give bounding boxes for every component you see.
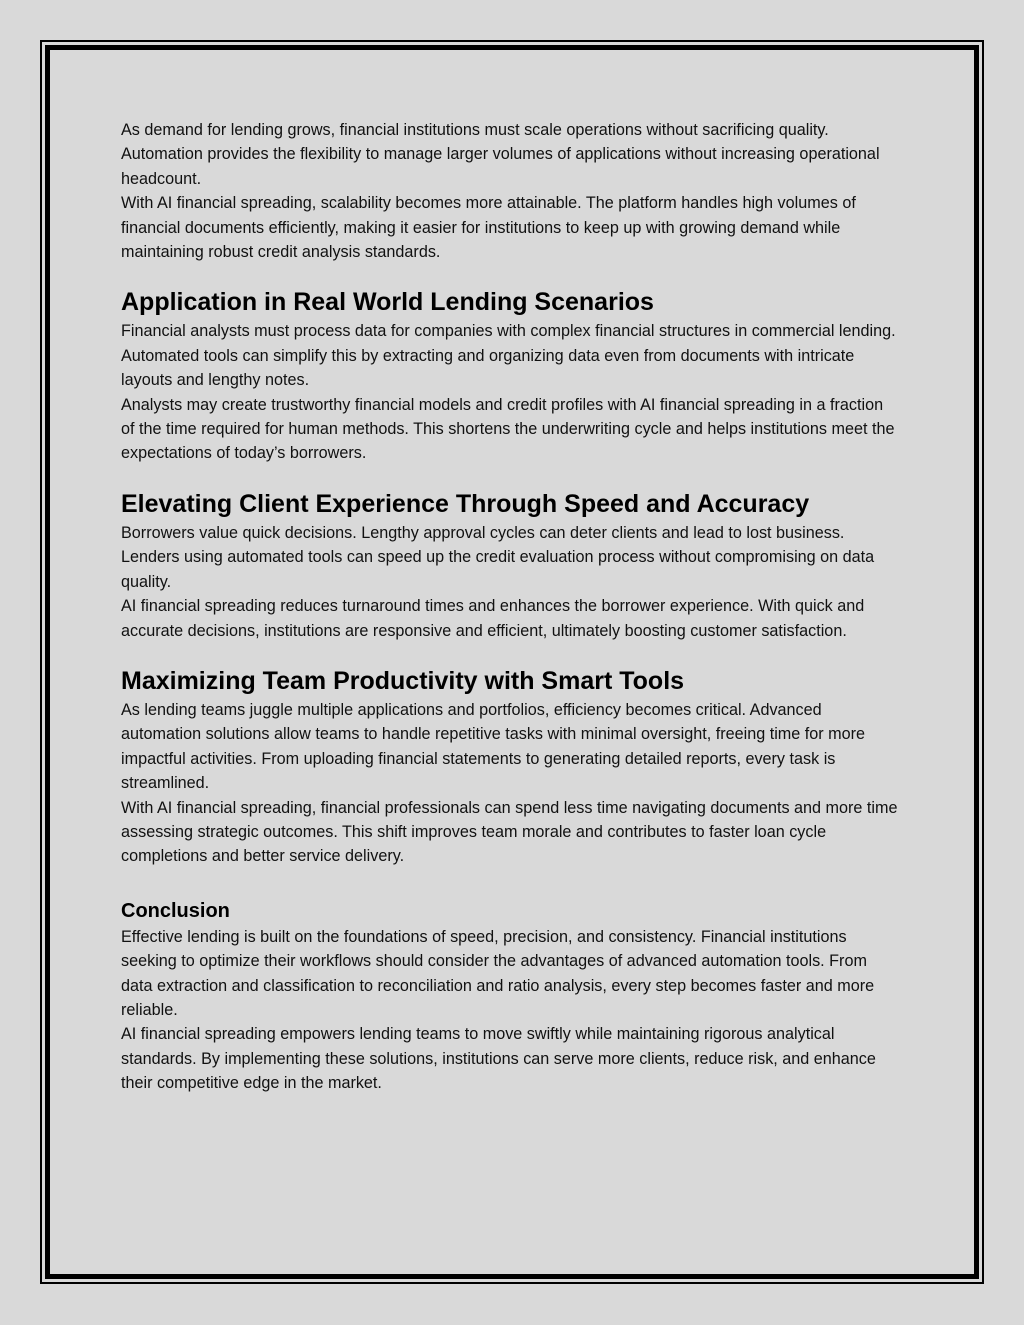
intro-section: [121, 118, 901, 264]
section-paragraph: As lending teams juggle multiple applications and portfolios, efficiency becomes critical. Advanced automation solutions allow teams to handle repetitive tasks with minimal oversight, freeing time for more impactful activities. From uploading financial statements to generating detailed reports, every task is streamlined.: [121, 700, 866, 793]
document-body: [121, 118, 901, 1096]
conclusion-heading: Conclusion: [121, 899, 230, 922]
intro-paragraph-2: With AI financial spreading, scalability becomes more attainable. The platform handles high volumes of financial documents efficiently, making it easier for institutions to keep up with growing demand while maintaining robust credit analysis standards.: [121, 194, 856, 262]
section-team-productivity: [121, 666, 901, 869]
section-heading: Elevating Client Experience Through Speed and Accuracy: [121, 489, 810, 518]
section-client-experience: [121, 489, 901, 643]
section-heading: Application in Real World Lending Scenarios: [121, 288, 654, 317]
section-paragraph: Analysts may create trustworthy financial models and credit profiles with AI financial spreading in a fraction of the time required for human methods. This shortens the underwriting cycle and helps institutions meet the expectations of today’s borrowers.: [121, 395, 895, 463]
section-conclusion: [121, 898, 901, 1096]
section-paragraph: Borrowers value quick decisions. Lengthy approval cycles can deter clients and lead to lost business. Lenders using automated tools can speed up the credit evaluation process without compromising on data quality.: [121, 523, 875, 591]
intro-paragraph-1: As demand for lending grows, financial institutions must scale operations without sacrificing quality. Automation provides the flexibility to manage larger volumes of applications without increasing operational headcount.: [121, 121, 880, 188]
section-paragraph: Financial analysts must process data for companies with complex financial structures in commercial lending. Automated tools can simplify this by extracting and organizing data even from documents with intricate layouts and lengthy notes.: [121, 322, 896, 390]
section-heading: Maximizing Team Productivity with Smart Tools: [121, 666, 685, 695]
section-paragraph: With AI financial spreading, financial professionals can spend less time navigating documents and more time assessing strategic outcomes. This shift improves team morale and contributes to faster loan cycle completions and better service delivery.: [121, 798, 898, 866]
section-paragraph: AI financial spreading reduces turnaround times and enhances the borrower experience. With quick and accurate decisions, institutions are responsive and efficient, ultimately boosting customer satisfaction.: [121, 597, 865, 640]
conclusion-paragraph-1: Effective lending is built on the foundations of speed, precision, and consistency. Financial institutions seeking to optimize their workflows should consider the advantages of advanced automation tools. From data extraction and classification to reconciliation and ratio analysis, every step becomes faster and more reliable.: [121, 927, 875, 1019]
conclusion-paragraph-2: AI financial spreading empowers lending teams to move swiftly while maintaining rigorous analytical standards. By implementing these solutions, institutions can serve more clients, reduce risk, and enhance their competitive edge in the market.: [121, 1025, 876, 1093]
section-real-world-lending: [121, 287, 901, 465]
